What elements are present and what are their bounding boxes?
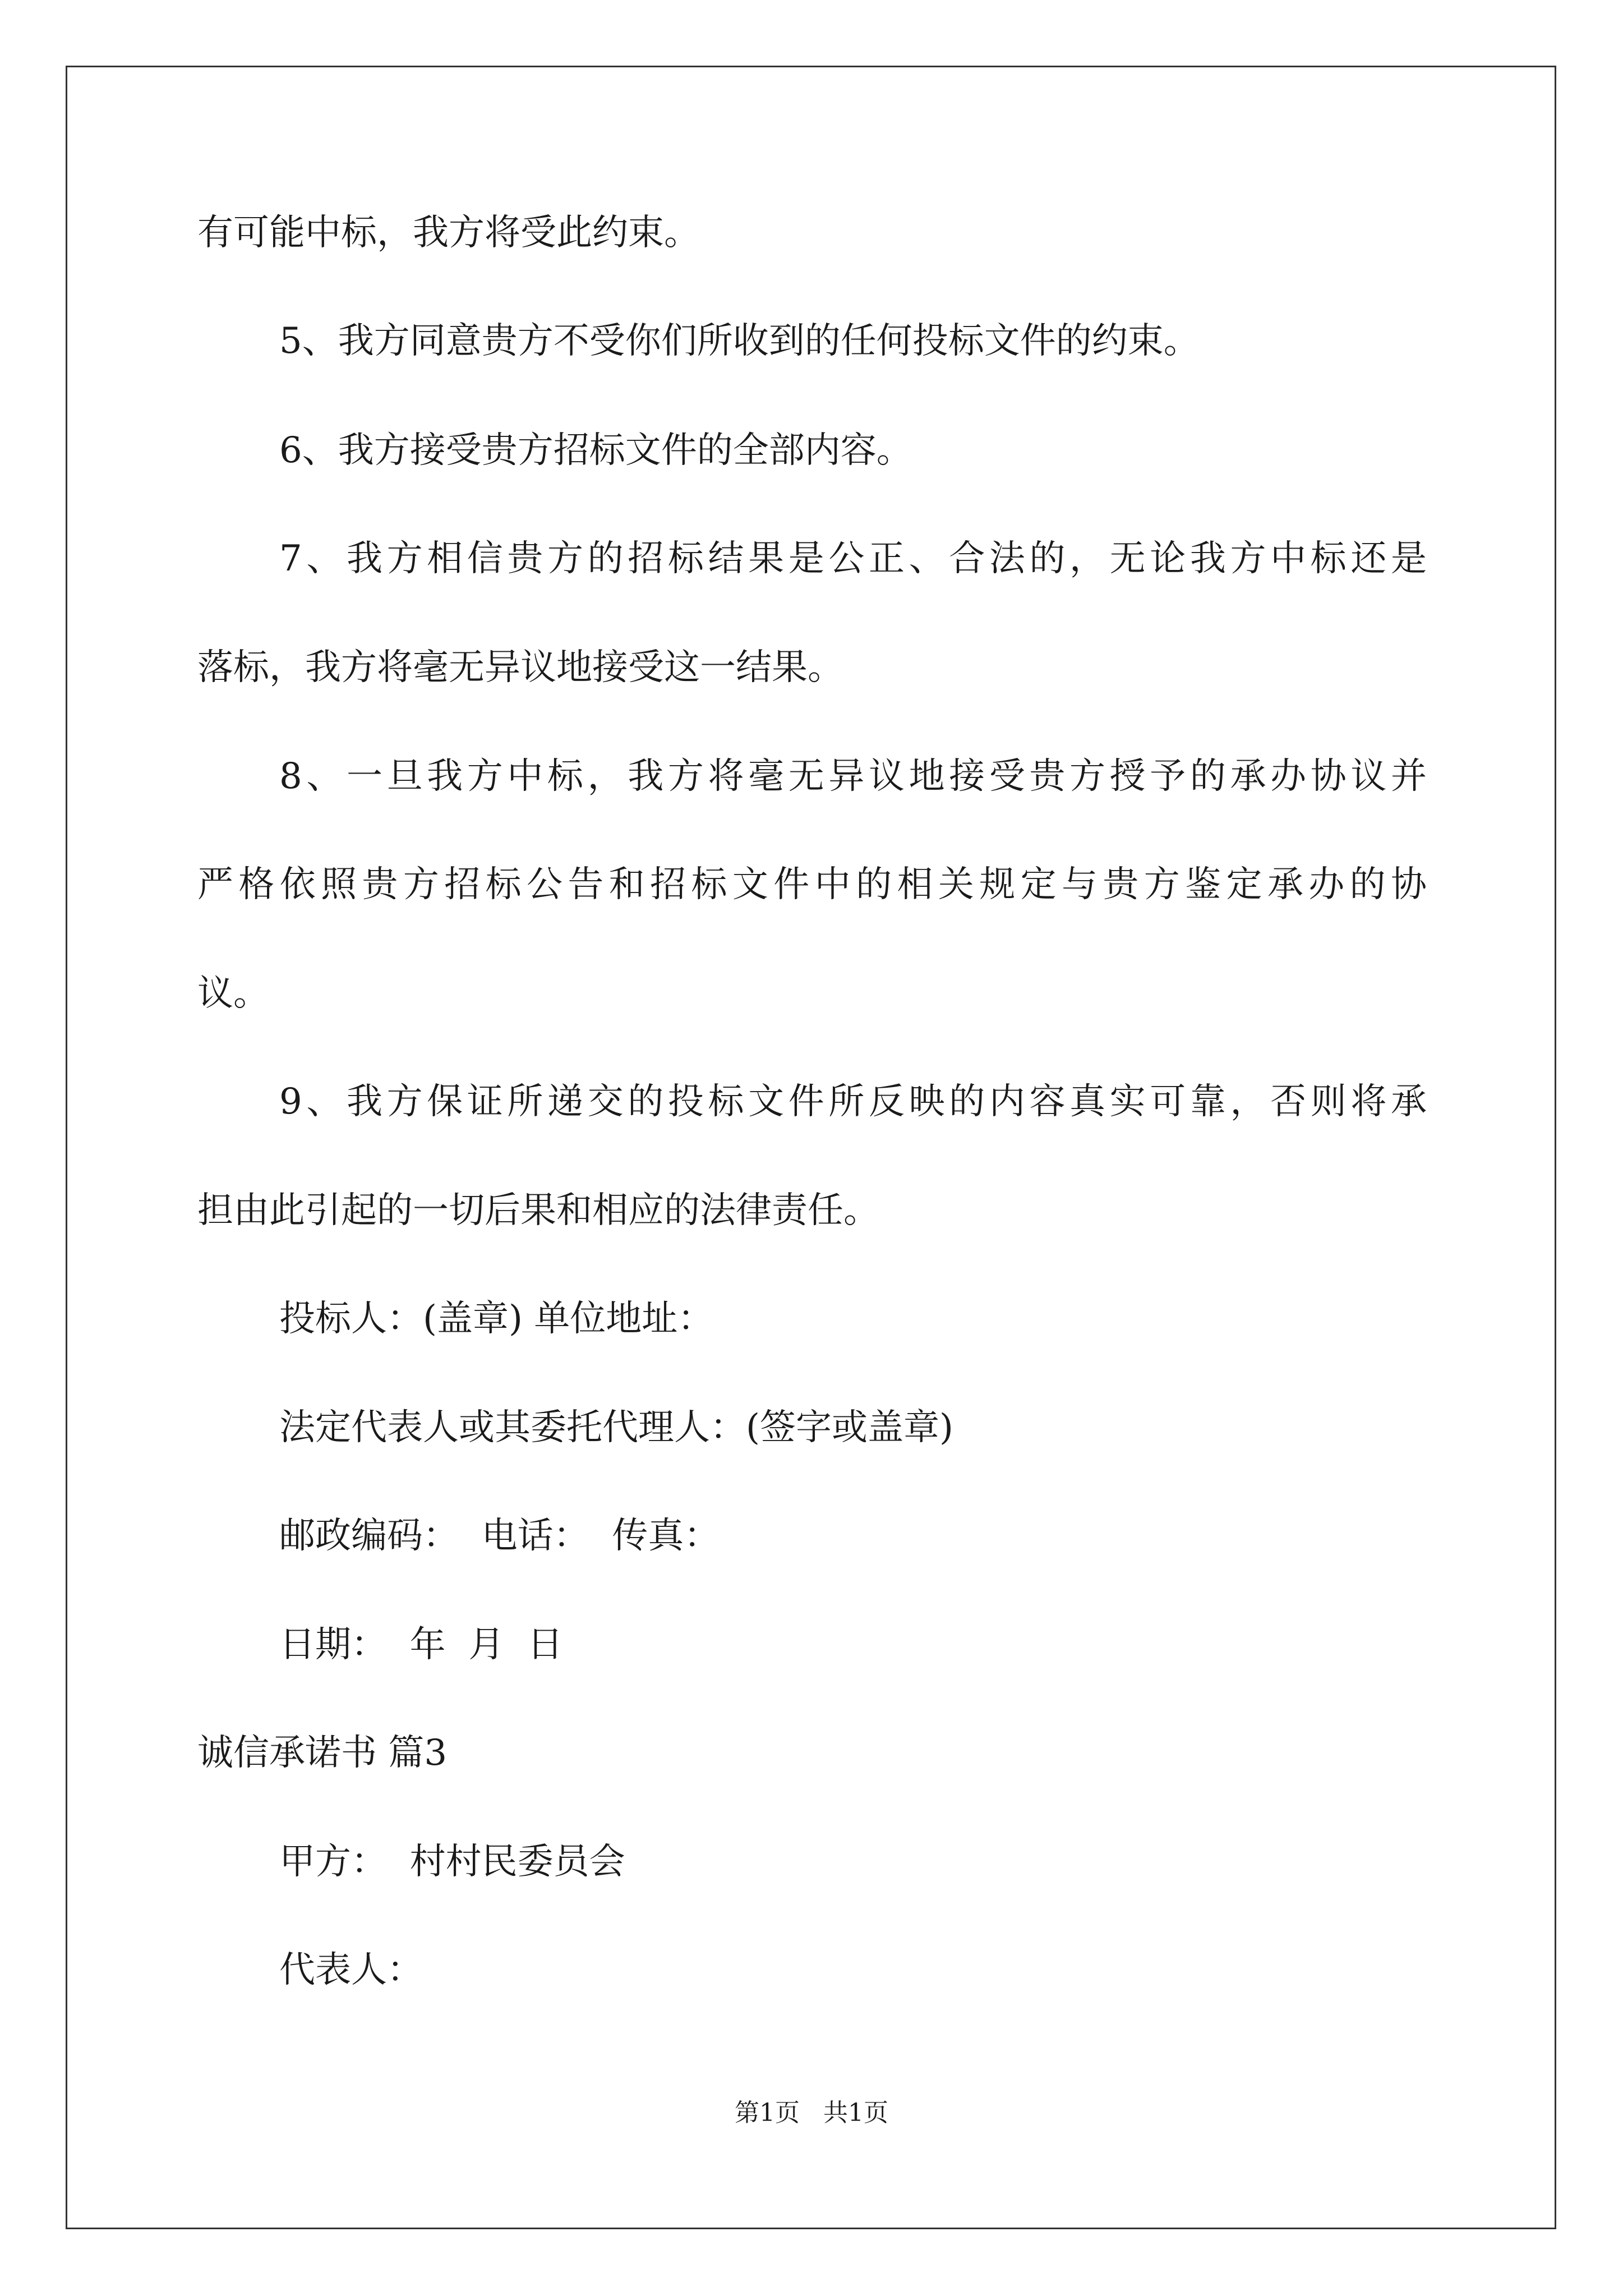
signature-line: 投标人：(盖章) 单位地址： — [279, 1298, 714, 1340]
paragraph-line: 6、我方接受贵方招标文件的全部内容。 — [279, 430, 912, 471]
signature-line: 邮政编码： 电话： 传真： — [279, 1515, 720, 1557]
paragraph-line: 有可能中标，我方将受此约束。 — [197, 212, 700, 254]
paragraph-line: 8、一旦我方中标，我方将毫无异议地接受贵方授予的承办协议并 — [279, 756, 1427, 797]
representative-line: 代表人： — [279, 1949, 423, 1991]
party-a-line: 甲方： 村村民委员会 — [279, 1841, 625, 1883]
paragraph-line: 7、我方相信贵方的招标结果是公正、合法的，无论我方中标还是 — [279, 538, 1427, 579]
page-border — [66, 66, 1556, 2229]
paragraph-line: 9、我方保证所递交的投标文件所反映的内容真实可靠，否则将承 — [279, 1081, 1427, 1122]
signature-line: 日期： 年 月 日 — [279, 1624, 564, 1665]
paragraph-line: 议。 — [197, 973, 269, 1014]
paragraph-line: 5、我方同意贵方不受你们所收到的任何投标文件的约束。 — [279, 320, 1200, 362]
signature-line: 法定代表人或其委托代理人：(签字或盖章) — [279, 1407, 953, 1448]
section-heading: 诚信承诺书 篇3 — [197, 1732, 448, 1774]
paragraph-line: 落标，我方将毫无异议地接受这一结果。 — [197, 647, 843, 688]
paragraph-line: 严格依照贵方招标公告和招标文件中的相关规定与贵方鉴定承办的协 — [197, 864, 1427, 905]
page-number: 第1页 共1页 — [735, 2099, 888, 2127]
paragraph-line: 担由此引起的一切后果和相应的法律责任。 — [197, 1190, 879, 1231]
page-footer — [0, 2092, 1623, 2128]
